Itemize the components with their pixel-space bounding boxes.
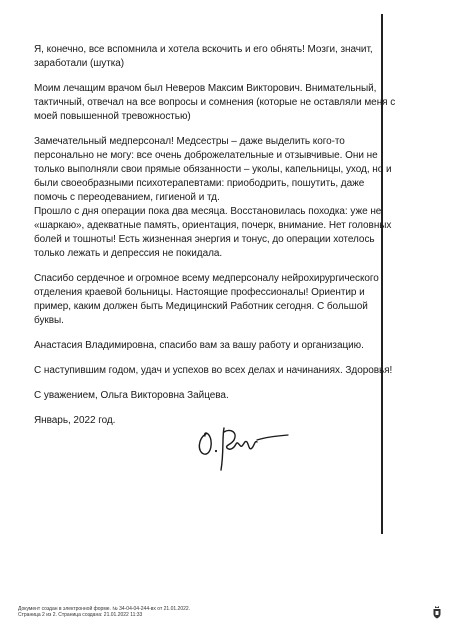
handwritten-signature-icon: [194, 418, 290, 476]
paragraph-doctor: Моим лечащим врачом был Неверов Максим Викторович. Внимательный, тактичный, отвечал на все вопросы и сомнения (которые не оставляли меня с моей повышенной тревожностью): [34, 83, 396, 122]
paragraph-new-year: С наступившим годом, удач и успехов во всех делах и начинаниях. Здоровья!: [34, 365, 393, 376]
letter-body: [34, 43, 396, 439]
document-footer: [18, 606, 418, 618]
paragraph-remembered: Я, конечно, все вспомнила и хотела вскочить и его обнять! Мозги, значит, заработали (шутка): [34, 44, 373, 69]
footer-document-number: Документ создан в электронной форме. № 34-04-04-244-вх от 21.01.2022.: [18, 606, 191, 612]
paragraph-recovery: Прошло с дня операции пока два месяца. Восстановилась походка: уже не «шаркаю», адекватные память, ориентация, почерк, внимание. Нет головных болей и тошноты! Есть жизненная энергия и тонус, до операции хотелось только лежать и депрессия не покидала.: [34, 206, 392, 259]
footer-page-info: Страница 2 из 2. Страница создана: 21.01.2022 11:33: [18, 612, 143, 618]
paragraph-date: Январь, 2022 год.: [34, 415, 116, 426]
paragraph-nurses: Замечательный медперсонал! Медсестры – даже выделить кого-то персонально не могу: все очень доброжелательные и отзывчивые. Они не только выполняли свои прямые обязанности – уколы, капельницы, уход, но и были своеобразными психотерапевтами: приободрить, пошутить, даже помочь с переодеванием, гигиеной и тд.: [34, 136, 392, 203]
paragraph-thanks-staff: Спасибо сердечное и огромное всему медперсоналу нейрохирургического отделения краевой больницы. Настоящие профессионалы! Ориентир и пример, каким должен быть Медицинский Работник сегодня. С большой буквы.: [34, 273, 379, 326]
paragraph-regards: С уважением, Ольга Викторовна Зайцева.: [34, 390, 229, 401]
paragraph-thanks-organizer: Анастасия Владимировна, спасибо вам за вашу работу и организацию.: [34, 340, 364, 351]
coat-of-arms-icon: [433, 606, 441, 619]
